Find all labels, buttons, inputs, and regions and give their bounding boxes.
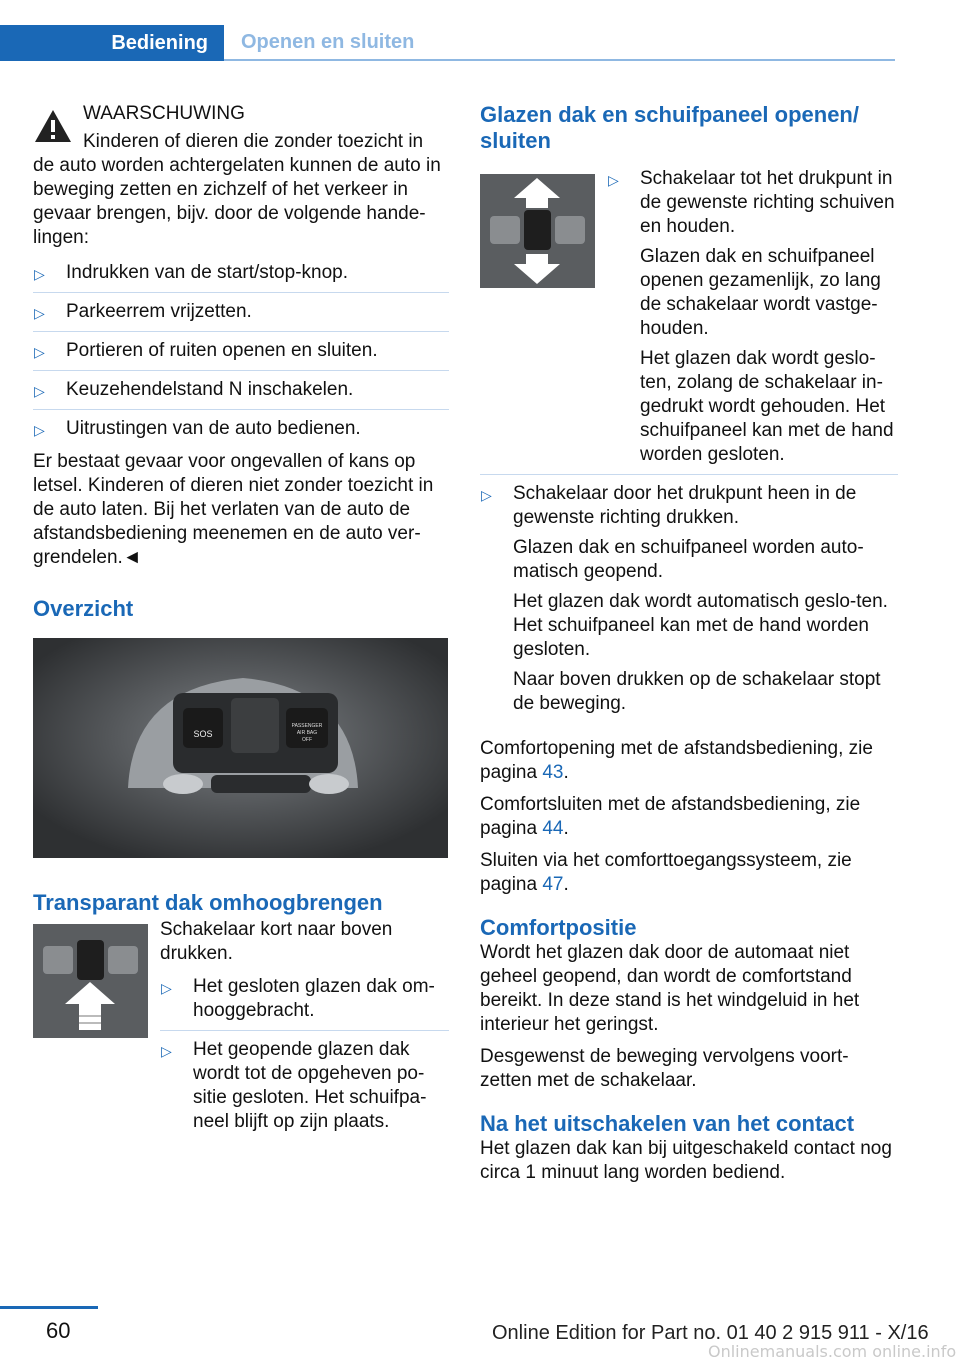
tab-openen-en-sluiten[interactable]: Openen en sluiten bbox=[224, 25, 895, 61]
right-column bbox=[480, 102, 898, 1185]
list-item: ▷ Schakelaar door het drukpunt heen in de gewenste richting drukken. Glazen dak en schuifpaneel worden auto-matisch geopend. Het glazen dak wordt automatisch geslo-ten. Het schuifpaneel kan met de hand worden gesloten. Naar boven drukken op de schakelaar stopt de beweging. bbox=[481, 483, 888, 714]
switch-updown-photo bbox=[480, 174, 595, 288]
footer-rule bbox=[0, 1306, 98, 1309]
comfort-ref-1: Comfortopening met de afstandsbediening, zie pagina 43. bbox=[480, 738, 873, 783]
warning-title: WAARSCHUWING bbox=[83, 103, 245, 124]
comfortpositie-heading: Comfortpositie bbox=[480, 915, 637, 940]
warning-text: Kinderen of dieren die zonder toezicht in de auto worden achtergelaten kunnen de auto in beweging zetten en zichzelf of het verkeer in gevaar brengen, bijv. door de volgende hande-lingen: bbox=[33, 131, 441, 248]
list-item: ▷ Uitrustingen van de auto bedienen. bbox=[33, 410, 449, 448]
glazen-list-1 bbox=[607, 160, 898, 474]
overhead-console-photo bbox=[33, 638, 448, 858]
triangle-bullet-icon: ▷ bbox=[34, 383, 45, 399]
svg-text:AIR BAG: AIR BAG bbox=[296, 730, 318, 736]
list-item: ▷ Portieren of ruiten openen en sluiten. bbox=[33, 332, 449, 371]
glazen-section bbox=[480, 160, 898, 723]
comfort-ref-2: Comfortsluiten met de afstandsbediening, zie pagina 44. bbox=[480, 794, 861, 839]
list-item: ▷ Keuzehendelstand N inschakelen. bbox=[33, 371, 449, 410]
list-item: ▷ Indrukken van de start/stop-knop. bbox=[33, 254, 449, 293]
switch-up-photo bbox=[33, 924, 148, 1038]
glazen-list-2 bbox=[480, 474, 898, 723]
switch-updown-illustration bbox=[480, 174, 595, 288]
comfort-ref-3: Sluiten via het comforttoegangssysteem, zie pagina 47. bbox=[480, 850, 852, 895]
switch-up-illustration bbox=[33, 924, 148, 1038]
triangle-bullet-icon: ▷ bbox=[34, 422, 45, 438]
triangle-bullet-icon: ▷ bbox=[34, 266, 45, 282]
left-column bbox=[33, 102, 449, 1141]
comfortpositie-p2: Desgewenst de beweging vervolgens voort-zetten met de schakelaar. bbox=[480, 1046, 849, 1091]
uitschakelen-p1: Het glazen dak kan bij uitgeschakeld contact nog circa 1 minuut lang worden bediend. bbox=[480, 1138, 892, 1183]
svg-text:OFF: OFF bbox=[302, 737, 312, 743]
svg-text:SOS: SOS bbox=[193, 729, 213, 739]
page-link-47[interactable]: 47 bbox=[542, 874, 564, 895]
overhead-console-illustration bbox=[33, 638, 448, 858]
page-link-43[interactable]: 43 bbox=[542, 762, 564, 783]
comfortpositie-p1: Wordt het glazen dak door de automaat niet geheel geopend, dan wordt de comfortstand bereikt. In deze stand is het windgeluid in het interieur het geringst. bbox=[480, 942, 860, 1035]
triangle-bullet-icon: ▷ bbox=[34, 344, 45, 360]
list-item: ▷ Het geopende glazen dak wordt tot de opgeheven po-sitie gesloten. Het schuifpa-neel blijft op zijn plaats. bbox=[161, 1039, 427, 1132]
triangle-bullet-icon: ▷ bbox=[34, 305, 45, 321]
triangle-bullet-icon: ▷ bbox=[608, 172, 619, 188]
header-bar bbox=[0, 0, 895, 62]
glazen-heading: Glazen dak en schuifpaneel openen/ sluiten bbox=[480, 102, 859, 153]
triangle-bullet-icon: ▷ bbox=[481, 487, 492, 503]
warning-list bbox=[33, 254, 449, 448]
transparant-intro: Schakelaar kort naar boven drukken. bbox=[160, 919, 393, 964]
list-item: ▷ Het gesloten glazen dak om-hooggebracht. bbox=[160, 968, 449, 1031]
triangle-bullet-icon: ▷ bbox=[161, 980, 172, 996]
svg-text:PASSENGER: PASSENGER bbox=[291, 723, 323, 729]
page-number: 60 bbox=[46, 1318, 71, 1343]
transparant-content bbox=[160, 918, 449, 1141]
list-item: ▷ Schakelaar tot het drukpunt in de gewenste richting schuiven en houden. Glazen dak en schuifpaneel openen gezamenlijk, zo lang de schakelaar wordt vastge-houden. Het glazen dak wordt geslo-ten, zolang de schakelaar in-gedrukt wordt gehouden. Het schuifpaneel kan met de hand worden gesloten. bbox=[608, 168, 895, 465]
warning-conclusion: Er bestaat gevaar voor ongevallen of kans op letsel. Kinderen of dieren niet zonder toezicht in de auto laten. Bij het verlaten van de auto de afstandsbediening meenemen en de auto ver-grendelen.◄ bbox=[33, 451, 434, 568]
transparant-list bbox=[160, 968, 449, 1141]
tab-bediening[interactable]: Bediening bbox=[0, 25, 224, 61]
page-link-44[interactable]: 44 bbox=[542, 818, 564, 839]
watermark: Onlinemanuals.com online.info bbox=[708, 1342, 957, 1361]
transparant-heading: Transparant dak omhoogbrengen bbox=[33, 890, 383, 915]
warning-icon bbox=[33, 108, 73, 144]
triangle-bullet-icon: ▷ bbox=[161, 1043, 172, 1059]
edition-text: Online Edition for Part no. 01 40 2 915 911 - X/16 bbox=[492, 1322, 929, 1344]
overzicht-heading: Overzicht bbox=[33, 596, 134, 621]
transparant-section bbox=[33, 918, 449, 1141]
uitschakelen-heading: Na het uitschakelen van het contact bbox=[480, 1111, 855, 1136]
list-item: ▷ Parkeerrem vrijzetten. bbox=[33, 293, 449, 332]
warning-box bbox=[33, 102, 449, 570]
